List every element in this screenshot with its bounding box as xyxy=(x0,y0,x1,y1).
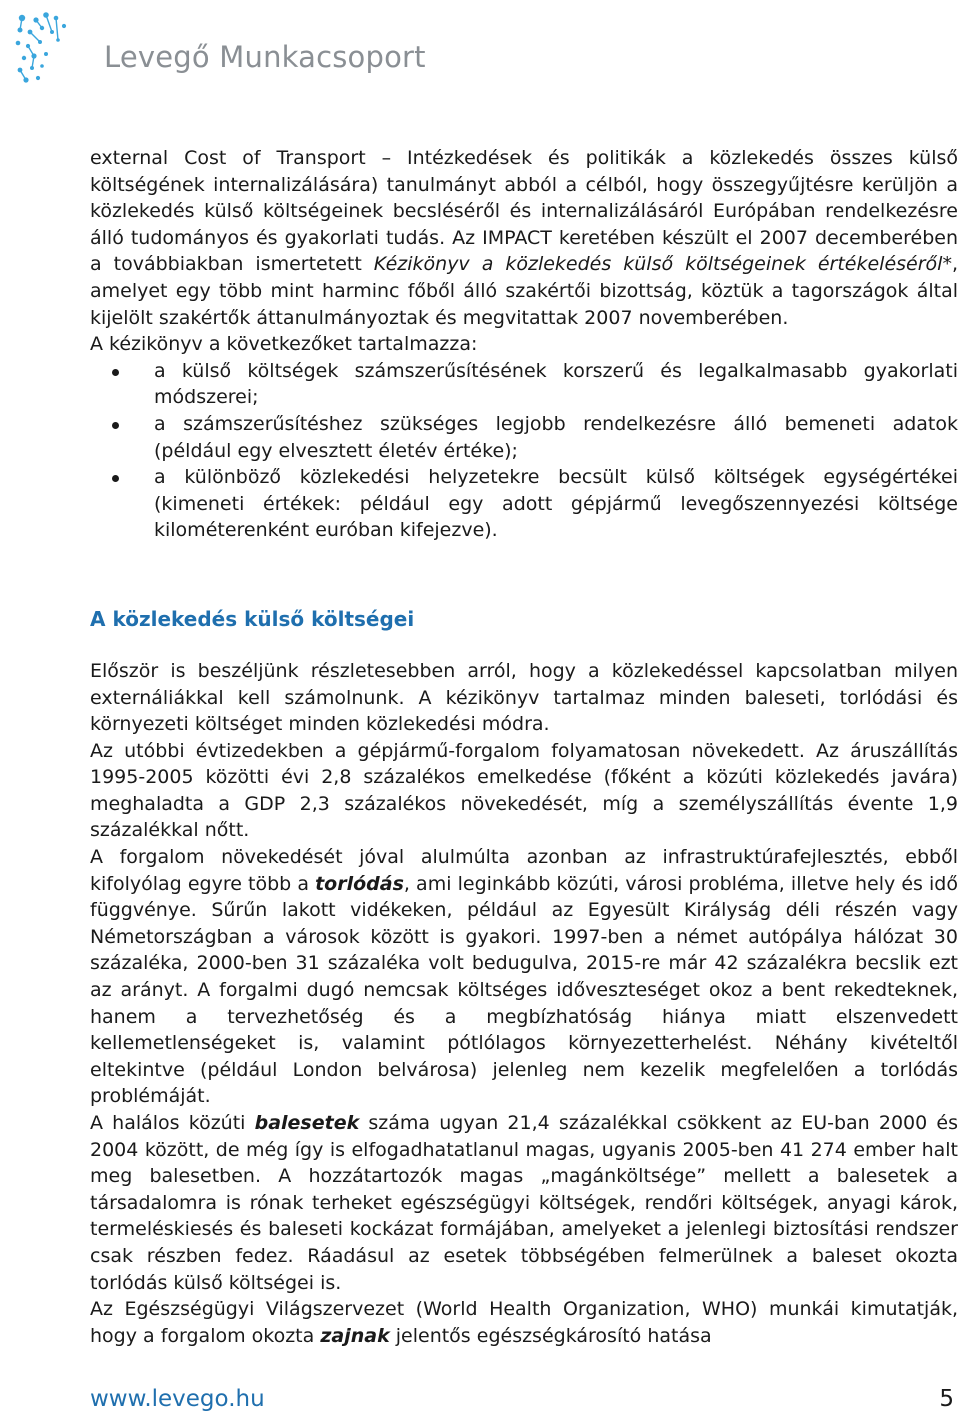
main-content xyxy=(90,145,958,1349)
page-number: 5 xyxy=(939,1386,954,1412)
list-intro: A kézikönyv a következőket tartalmazza: xyxy=(90,333,478,356)
emphasis-congestion: torlódás xyxy=(315,872,404,895)
section-paragraph: A forgalom növekedését jóval alulmúlta azonban az infrastruktúrafejlesztés, ebből kifolyólag egyre több a torlódás, ami leginkább közúti, városi probléma, illetve hely és idő függvénye. Sűrűn lakott vidékeken, például az Egyesült Királyság déli részén vagy Németországban a városok között is gyakori. 1997-ben a német autópálya hálózat 30 százaléka, 2000-ben 31 százaléka volt bedugulva, 2015-re már 42 százalékra becslik ezt az arányt. A forgalmi dugó nemcsak költséges időveszteséget okoz a bent rekedteknek, hanem a tervezhetőség és a megbízhatóság hiánya miatt elszenvedett kellemetlenségeket is, valamint pótlólagos környezetterhelést. Néhány kivételtől eltekintve (például London belvárosa) jelenleg nem kezelik megfelelően a torlódás problémáját. xyxy=(90,846,958,1108)
bullet-icon xyxy=(112,369,119,376)
handbook-title: Kézikönyv a közlekedés külső költségeinek értékeléséről xyxy=(373,253,943,276)
contents-list xyxy=(90,358,958,544)
dandelion-seeds-icon xyxy=(12,10,92,90)
logo-text: Levegő Munkacsoport xyxy=(104,40,426,74)
emphasis-accidents: balesetek xyxy=(254,1112,360,1134)
bullet-icon xyxy=(112,475,119,482)
emphasis-noise: zajnak xyxy=(320,1324,390,1347)
section-paragraph: Először is beszéljünk részletesebben arról, hogy a közlekedéssel kapcsolatban milyen externáliákkal kell számolnunk. A kézikönyv tartalmaz minden baleseti, torlódási és környezeti költséget minden közlekedési módra. xyxy=(90,659,958,736)
bullet-icon xyxy=(112,422,119,429)
section-paragraph: A halálos közúti balesetek száma ugyan 21,4 százalékkal csökkent az EU-ban 2000 és 2004 között, de még így is elfogadhatatlanul magas, ugyanis 2005-ben 41 274 ember halt meg balesetben. A hozzátartozók magas „magánköltsége” mellett a balesetek a társadalomra is rónak terheket egészségügyi költségek, rendőri költségek, anyagi károk, termeléskiesés és baleseti kockázat formájában, amelyeket a jelenlegi biztosítási rendszer csak részben fedez. Ráadásul az esetek többségében felmerülnek a baleset okozta torlódás külső költségei is. xyxy=(90,1112,958,1294)
section-paragraph: Az utóbbi évtizedekben a gépjármű-forgalom folyamatosan növekedett. Az áruszállítás 1995-2005 közötti évi 2,8 százalékos emelkedése (főként a közúti közlekedés javára) meghaladta a GDP 2,3 százalékos növekedését, míg a személyszállítás évente 1,9 százalékkal nőtt. xyxy=(90,739,958,842)
logo xyxy=(12,10,426,90)
list-item: a különböző közlekedési helyzetekre becsült külső költségek egységértékei (kimeneti értékek: például egy adott gépjármű levegőszennyezési költsége kilométerenként euróban kifejezve). xyxy=(90,464,958,544)
intro-paragraph: external Cost of Transport – Intézkedések és politikák a közlekedés összes külső költségének internalizálására) tanulmányt abból a célból, hogy összegyűjtésre kerüljön a közlekedés külső költségeinek becsléséről és internalizálásáról Európában rendelkezésre álló tudományos és gyakorlati tudás. Az IMPACT keretében készült el 2007 decemberében a továbbiakban ismertetett Kézikönyv a közlekedés külső költségeinek értékeléséről*, amelyet egy több mint harminc főből álló szakértői bizottság, köztük a tagországok által kijelölt szakértők áttanulmányoztak és megvitattak 2007 novemberében. xyxy=(90,147,958,329)
list-item: a számszerűsítéshez szükséges legjobb rendelkezésre álló bemeneti adatok (például egy elvesztett életév értéke); xyxy=(90,411,958,464)
footer-link[interactable]: www.levego.hu xyxy=(90,1386,265,1412)
section-paragraph: Az Egészségügyi Világszervezet (World Health Organization, WHO) munkái kimutatják, hogy a forgalom okozta zajnak jelentős egészségkárosító hatása xyxy=(90,1298,958,1347)
list-item: a külső költségek számszerűsítésének korszerű és legalkalmasabb gyakorlati módszerei; xyxy=(90,358,958,411)
section-heading: A közlekedés külső költségei xyxy=(90,606,415,631)
